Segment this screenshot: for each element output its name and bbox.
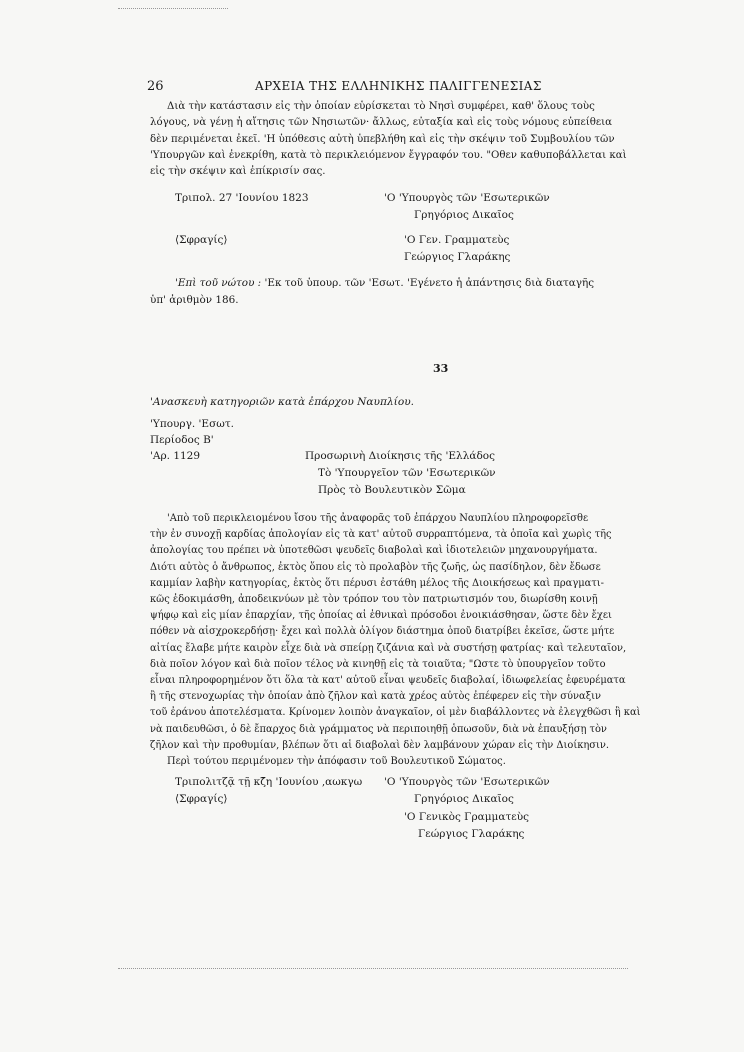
doc1-secretary-title: 'Ο Γεν. Γραμματεὺς [404, 234, 510, 246]
doc2-seal: ⟨Σφραγίς⟩ [175, 793, 228, 805]
doc2-ref-period: Περίοδος Β' [150, 434, 214, 446]
doc2-secretary-name: Γεώργιος Γλαράκης [418, 828, 525, 840]
doc2-ministry: Τὸ 'Υπουργεῖον τῶν 'Εσωτερικῶν [318, 467, 496, 479]
text-line: τοῦ ἐράνου ἀποτελέσματα. Κρίνομεν λοιπὸν ἀναγκαῖον, οἱ μὲν διαβάλλοντες νὰ ἐλεγχθῶσι ἢ καὶ [150, 707, 641, 719]
doc2-addressee: Πρὸς τὸ Βουλευτικὸν Σῶμα [318, 484, 466, 496]
text-line: διὰ ποῖον λόγον καὶ διὰ ποῖον τέλος νὰ κινηθῇ εἰς τὰ τοιαῦτα; "Ωστε τὸ ὑπουργεῖον τοῦτο [150, 658, 606, 670]
text-line: πόθεν νὰ αἰσχροκερδήσῃ· ἔχει καὶ πολλὰ ὀλίγον διάστημα ὁποῦ διατρίβει ἐκεῖσε, ὥστε μήτε [150, 626, 615, 638]
text-line: τὴν ἐν συνοχῇ καρδίας ἀπολογίαν εἰς τὰ κατ' αὐτοῦ συρραπτόμενα, τὰ ὁποῖα καὶ χωρὶς τῆς [150, 529, 612, 541]
text-line: δὲν περιμένεται ἐκεῖ. 'Η ὑπόθεσις αὐτὴ ὑπεβλήθη καὶ εἰς τὴν σκέψιν τοῦ Συμβουλίου τῶν [150, 133, 615, 145]
text-line: ψήφῳ καὶ εἰς μίαν ἐπαρχίαν, τῆς ὁποίας αἱ ἐθνικαὶ πρόσοδοι ἐνοικιάσθησαν, ὥστε δὲν ἔχει [150, 610, 612, 622]
doc2-ref-ministry: 'Υπουργ. 'Εσωτ. [150, 418, 234, 430]
verso-text: 'Εκ τοῦ ὑπουρ. τῶν 'Εσωτ. 'Εγένετο ἡ ἀπάντησις διὰ διαταγῆς [264, 277, 595, 289]
doc1-verso-line2: ὑπ' ἀριθμὸν 186. [150, 294, 239, 306]
text-line: κῶς ἐδοκιμάσθη, ἀποδεικνύων μὲ τὸν τρόπον του τὸν πατριωτισμόν του, διωρίσθη κοινῇ [150, 594, 598, 606]
doc2-place-date: Τριπολιτζᾷ τῇ κζ̄η 'Ιουνίου ,αωκγω [175, 776, 363, 788]
doc1-body [150, 99, 642, 180]
text-line: Διότι αὐτὸς ὁ ἄνθρωπος, ἐκτὸς ὅπου εἰς τὸ προλαβὸν τῆς ζωῆς, ὡς πασίδηλον, δὲν ἔδωσε [150, 561, 601, 573]
text-line: ζῆλον καὶ τὴν προθυμίαν, βλέπων ὅτι αἱ διαβολαὶ δὲν λαμβάνουν χώραν εἰς τὴν Διοίκησιν. [150, 739, 610, 751]
text-line: Διὰ τὴν κατάστασιν εἰς τὴν ὁποίαν εὑρίσκεται τὸ Νησὶ συμφέρει, καθ' ὅλους τοὺς [167, 101, 595, 112]
text-line: ἀπολογίας του πρέπει νὰ ὑποτεθῶσι ψευδεῖς διαβολαὶ καὶ ἰδιοτελειῶν μηχανουργήματα. [150, 545, 598, 557]
doc2-secretary-title: 'Ο Γενικὸς Γραμματεὺς [404, 811, 529, 823]
text-line: Περὶ τούτου περιμένομεν τὴν ἀπόφασιν τοῦ Βουλευτικοῦ Σώματος. [167, 756, 506, 768]
text-line: 'Υπουργῶν καὶ ἐνεκρίθη, κατὰ τὸ περικλειόμενον ἔγγραφόν του. "Οθεν καθυποβάλλεται καὶ [150, 149, 627, 161]
text-line: νὰ παιδευθῶσι, ὁ δὲ ἔπαρχος διὰ γράμματος νὰ περιποιηθῇ ὁπωσοῦν, διὰ νὰ ἐπαυξήσῃ τὸν [150, 723, 607, 735]
doc1-place-date: Τριπολ. 27 'Ιουνίου 1823 [175, 192, 309, 204]
text-line: 'Απὸ τοῦ περικλειομένου ἴσου τῆς ἀναφορᾶς τοῦ ἐπάρχου Ναυπλίου πληροφορεῖσθε [167, 513, 589, 524]
doc1-secretary-name: Γεώργιος Γλαράκης [404, 251, 511, 263]
text-line: ἢ τῆς στενοχωρίας τὴν ὁποίαν ἀπὸ ζῆλον καὶ κατὰ χρέος αὐτὸς ἐπέφερεν εἰς τὴν σύναξιν [150, 691, 602, 703]
scan-edge-mark [118, 8, 228, 9]
text-line: καμμίαν λαβὴν κατηγορίας, ἐκτὸς ὅτι πέρυσι ἐστάθη μέλος τῆς Διοικήσεως καὶ πραγματι- [150, 577, 604, 589]
doc1-minister-title: 'Ο 'Υπουργὸς τῶν 'Εσωτερικῶν [384, 192, 550, 204]
doc1-seal: ⟨Σφραγίς⟩ [175, 234, 228, 246]
text-line: αἰτίας ἔλαβε μήτε καιρὸν εἶχε διὰ νὰ σπείρῃ ζιζάνια καὶ νὰ συστήσῃ φατρίας· καὶ τελευταῖον, [150, 642, 627, 654]
text-line: εἶναι πληροφορημένον ὅτι ὅλα τὰ κατ' αὐτοῦ εἶναι ψευδεῖς διαβολαί, ἰδιωφελείας ἐφευρέματα [150, 675, 626, 687]
doc2-minister-name: Γρηγόριος Δικαῖος [414, 793, 514, 805]
doc1-minister-name: Γρηγόριος Δικαῖος [414, 209, 514, 221]
text-line: λόγους, νὰ γένῃ ἡ αἴτησις τῶν Νησιωτῶν· ἄλλως, εὐταξία καὶ εἰς τοὺς νόμους εὐπείθεια [150, 117, 613, 129]
text-line: εἰς τὴν σκέψιν καὶ ἐπίκρισίν σας. [150, 166, 326, 178]
doc2-ref-number: 'Αρ. 1129 [150, 450, 201, 462]
doc2-subject: 'Ανασκευὴ κατηγοριῶν κατὰ ἐπάρχου Ναυπλίου. [150, 396, 415, 408]
verso-label: 'Επὶ τοῦ νώτου : [175, 277, 262, 289]
doc2-minister-title: 'Ο 'Υπουργὸς τῶν 'Εσωτερικῶν [384, 776, 550, 788]
doc2-body [150, 511, 642, 770]
doc2-government: Προσωρινὴ Διοίκησις τῆς 'Ελλάδος [305, 450, 495, 462]
document-number: 33 [433, 362, 449, 375]
page-number: 26 [147, 79, 164, 94]
scan-edge-mark [118, 968, 628, 969]
running-title: ΑΡΧΕΙΑ ΤΗΣ ΕΛΛΗΝΙΚΗΣ ΠΑΛΙΓΓΕΝΕΣΙΑΣ [255, 79, 542, 93]
doc1-verso-note [175, 277, 594, 289]
